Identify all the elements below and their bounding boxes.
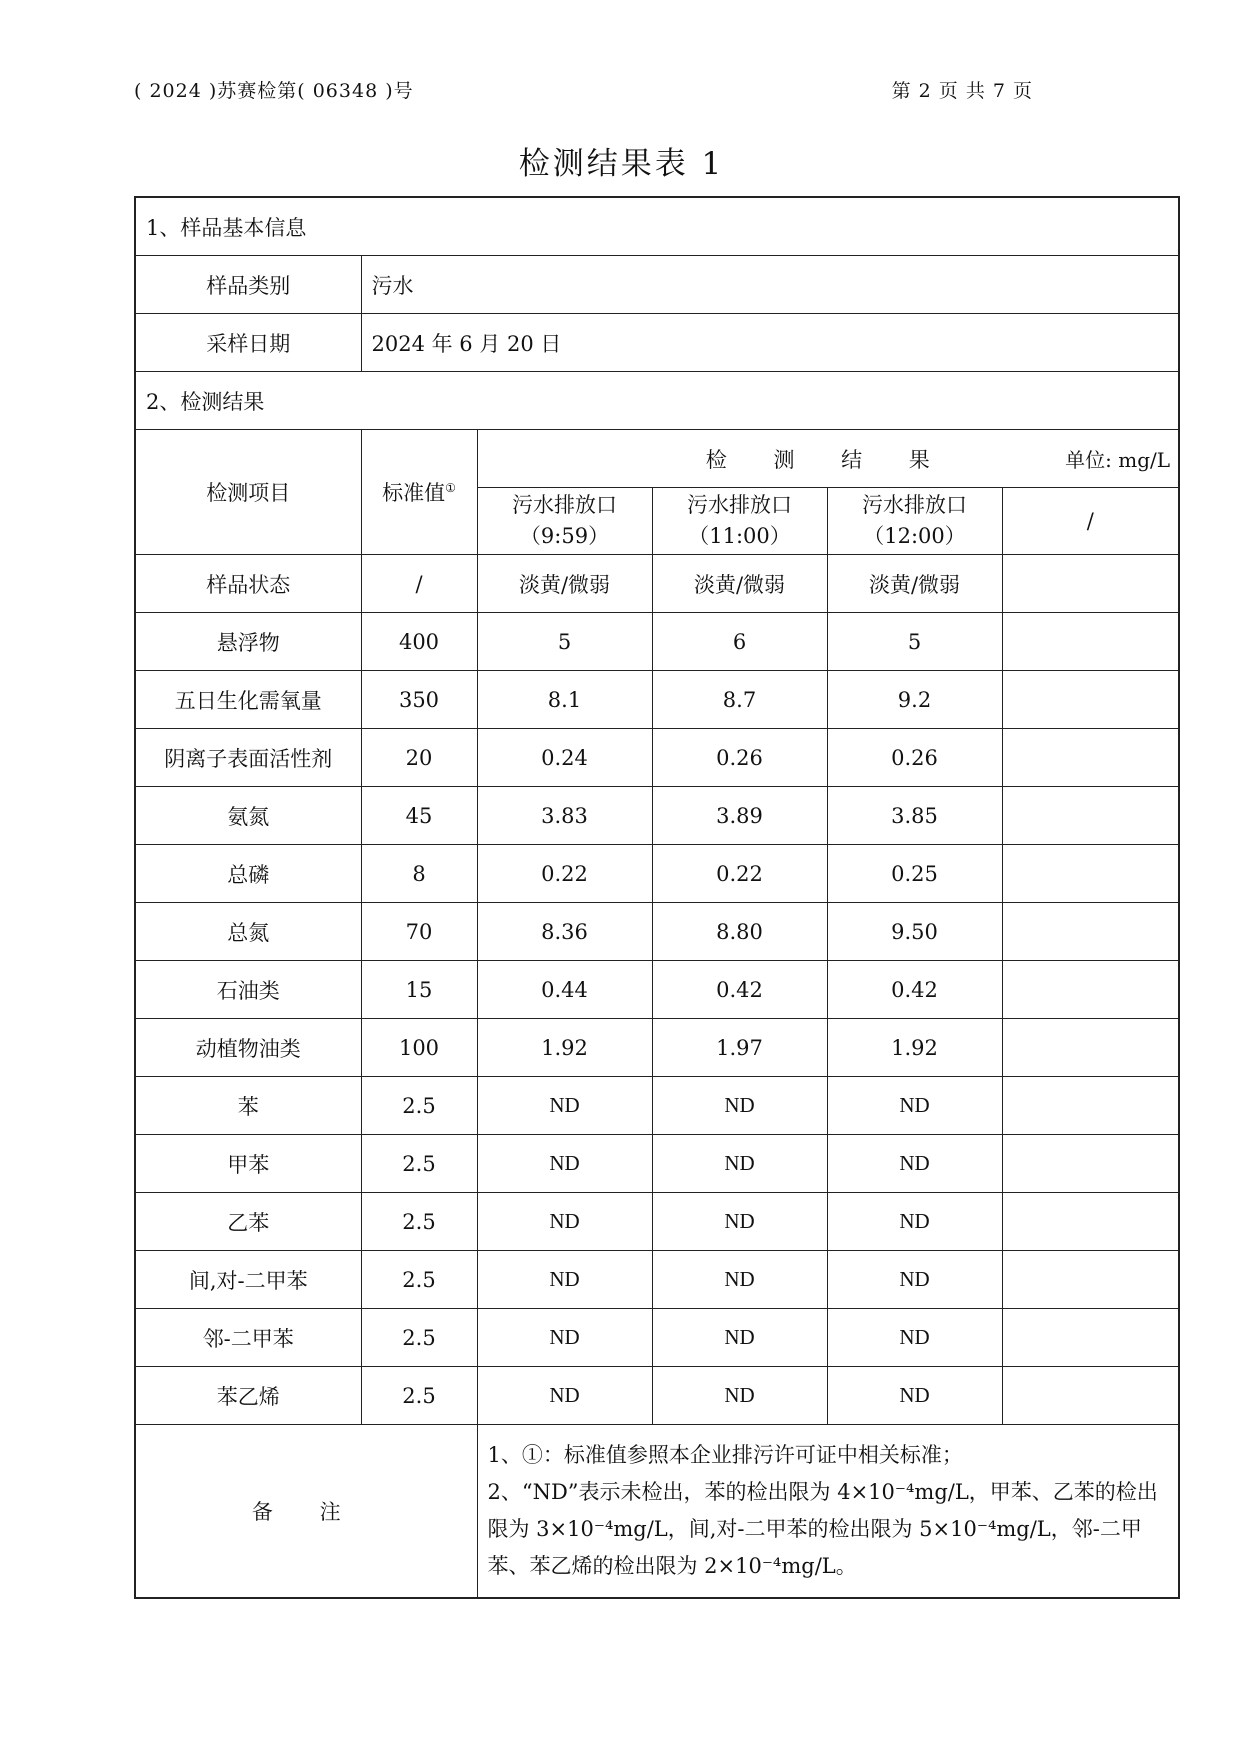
- row-extra-empty: [1002, 1019, 1179, 1077]
- page-info: 第 2 页 共 7 页: [891, 80, 1033, 102]
- row-result-3: 0.25: [827, 845, 1002, 903]
- row-item-name: 邻-二甲苯: [135, 1309, 361, 1367]
- row-result-3: ND: [827, 1135, 1002, 1193]
- row-item-name: 苯: [135, 1077, 361, 1135]
- table-row: [135, 613, 1179, 671]
- row-extra-empty: [1002, 961, 1179, 1019]
- row-standard-value: 2.5: [361, 1193, 477, 1251]
- standard-footnote-mark: ①: [445, 481, 456, 495]
- sampling-date-label: 采样日期: [135, 314, 361, 372]
- row-item-name: 阴离子表面活性剂: [135, 729, 361, 787]
- row-extra-empty: [1002, 1309, 1179, 1367]
- table-row: [135, 1135, 1179, 1193]
- row-standard-value: 70: [361, 903, 477, 961]
- row-result-1: 8.1: [477, 671, 652, 729]
- row-result-2: 3.89: [652, 787, 827, 845]
- row-result-1: 1.92: [477, 1019, 652, 1077]
- row-standard-value: 100: [361, 1019, 477, 1077]
- row-extra-empty: [1002, 1367, 1179, 1425]
- row-result-2: 6: [652, 613, 827, 671]
- table-row: [135, 1193, 1179, 1251]
- sample-col-extra: /: [1002, 488, 1179, 555]
- row-result-3: 3.85: [827, 787, 1002, 845]
- row-result-3: 0.26: [827, 729, 1002, 787]
- row-result-1: 5: [477, 613, 652, 671]
- row-result-1: ND: [477, 1135, 652, 1193]
- row-standard-value: 2.5: [361, 1135, 477, 1193]
- row-item-name: 总磷: [135, 845, 361, 903]
- table-row: [135, 903, 1179, 961]
- row-result-2: ND: [652, 1193, 827, 1251]
- row-result-2: 淡黄/微弱: [652, 555, 827, 613]
- row-result-1: 3.83: [477, 787, 652, 845]
- row-result-1: 0.22: [477, 845, 652, 903]
- table-row: [135, 1019, 1179, 1077]
- row-standard-value: 2.5: [361, 1251, 477, 1309]
- row-extra-empty: [1002, 845, 1179, 903]
- table-row: [135, 1251, 1179, 1309]
- table-row: [135, 671, 1179, 729]
- row-result-3: 9.50: [827, 903, 1002, 961]
- table-row: [135, 1367, 1179, 1425]
- row-result-3: 5: [827, 613, 1002, 671]
- remarks-content: [477, 1425, 1179, 1599]
- sample-name: 污水排放口: [862, 493, 967, 517]
- row-item-name: 甲苯: [135, 1135, 361, 1193]
- row-extra-empty: [1002, 1135, 1179, 1193]
- sample-col-2: [652, 488, 827, 555]
- row-result-2: ND: [652, 1367, 827, 1425]
- row-result-2: ND: [652, 1077, 827, 1135]
- section2-heading: 2、检测结果: [135, 372, 1179, 430]
- row-result-2: 0.22: [652, 845, 827, 903]
- remarks-label: [135, 1425, 477, 1599]
- row-standard-value: 2.5: [361, 1077, 477, 1135]
- row-result-1: ND: [477, 1309, 652, 1367]
- row-result-2: ND: [652, 1135, 827, 1193]
- row-result-1: 8.36: [477, 903, 652, 961]
- row-standard-value: /: [361, 555, 477, 613]
- row-result-3: 淡黄/微弱: [827, 555, 1002, 613]
- row-extra-empty: [1002, 729, 1179, 787]
- row-item-name: 乙苯: [135, 1193, 361, 1251]
- col-header-item: 检测项目: [135, 430, 361, 555]
- row-extra-empty: [1002, 671, 1179, 729]
- table-row: [135, 961, 1179, 1019]
- row-extra-empty: [1002, 787, 1179, 845]
- row-result-3: 1.92: [827, 1019, 1002, 1077]
- row-standard-value: 45: [361, 787, 477, 845]
- row-result-1: 0.44: [477, 961, 652, 1019]
- row-standard-value: 400: [361, 613, 477, 671]
- results-label: 检 测 结 果: [705, 447, 950, 472]
- sample-type-value: 污水: [361, 256, 1179, 314]
- sample-col-1: [477, 488, 652, 555]
- sample-name: 污水排放口: [687, 493, 792, 517]
- sample-type-label: 样品类别: [135, 256, 361, 314]
- row-result-1: 0.24: [477, 729, 652, 787]
- row-item-name: 总氮: [135, 903, 361, 961]
- sample-col-3: [827, 488, 1002, 555]
- row-standard-value: 2.5: [361, 1309, 477, 1367]
- page-title: 检测结果表 1: [518, 146, 725, 182]
- col-header-results: [477, 430, 1179, 488]
- table-row: [135, 845, 1179, 903]
- sample-time: （11:00）: [688, 524, 791, 548]
- row-item-name: 石油类: [135, 961, 361, 1019]
- row-result-2: ND: [652, 1309, 827, 1367]
- row-result-3: ND: [827, 1309, 1002, 1367]
- row-result-3: 9.2: [827, 671, 1002, 729]
- table-row: [135, 787, 1179, 845]
- standard-label: 标准值: [382, 481, 446, 505]
- sample-time: （9:59）: [519, 524, 610, 548]
- sample-time: （12:00）: [863, 524, 966, 548]
- col-header-standard: [361, 430, 477, 555]
- row-item-name: 氨氮: [135, 787, 361, 845]
- remark-line-1: 1、①：标准值参照本企业排污许可证中相关标准；: [487, 1443, 963, 1467]
- row-extra-empty: [1002, 613, 1179, 671]
- row-standard-value: 20: [361, 729, 477, 787]
- row-result-3: ND: [827, 1367, 1002, 1425]
- row-extra-empty: [1002, 1251, 1179, 1309]
- row-result-1: ND: [477, 1193, 652, 1251]
- remark-line-2: 2、“ND”表示未检出，苯的检出限为 4×10⁻⁴mg/L，甲苯、乙苯的检出限为 3×10⁻⁴mg/L，间,对-二甲苯的检出限为 5×10⁻⁴mg/L，邻-二甲苯、苯乙烯的检出限为 2×10⁻⁴mg/L。: [487, 1480, 1158, 1578]
- row-item-name: 悬浮物: [135, 613, 361, 671]
- row-result-2: 8.80: [652, 903, 827, 961]
- table-row: [135, 1077, 1179, 1135]
- row-standard-value: 2.5: [361, 1367, 477, 1425]
- section1-heading: 1、样品基本信息: [135, 197, 1179, 256]
- row-result-3: ND: [827, 1251, 1002, 1309]
- remarks-label-text: 备 注: [251, 1500, 361, 1524]
- row-result-2: 0.42: [652, 961, 827, 1019]
- table-row: [135, 729, 1179, 787]
- row-result-1: ND: [477, 1367, 652, 1425]
- row-standard-value: 350: [361, 671, 477, 729]
- results-table: [134, 196, 1180, 1599]
- row-item-name: 动植物油类: [135, 1019, 361, 1077]
- row-result-3: ND: [827, 1077, 1002, 1135]
- row-extra-empty: [1002, 555, 1179, 613]
- row-standard-value: 15: [361, 961, 477, 1019]
- row-result-2: ND: [652, 1251, 827, 1309]
- row-result-3: ND: [827, 1193, 1002, 1251]
- sampling-date-value: 2024 年 6 月 20 日: [361, 314, 1179, 372]
- row-result-1: 淡黄/微弱: [477, 555, 652, 613]
- row-result-2: 0.26: [652, 729, 827, 787]
- table-row: [135, 555, 1179, 613]
- table-row: [135, 1309, 1179, 1367]
- row-item-name: 间,对-二甲苯: [135, 1251, 361, 1309]
- row-extra-empty: [1002, 1193, 1179, 1251]
- row-item-name: 苯乙烯: [135, 1367, 361, 1425]
- document-number: ( 2024 )苏赛检第( 06348 )号: [134, 80, 414, 102]
- row-result-2: 1.97: [652, 1019, 827, 1077]
- row-extra-empty: [1002, 1077, 1179, 1135]
- row-item-name: 样品状态: [135, 555, 361, 613]
- row-item-name: 五日生化需氧量: [135, 671, 361, 729]
- row-result-2: 8.7: [652, 671, 827, 729]
- row-standard-value: 8: [361, 845, 477, 903]
- row-extra-empty: [1002, 903, 1179, 961]
- unit-label: 单位: mg/L: [1065, 448, 1171, 472]
- row-result-3: 0.42: [827, 961, 1002, 1019]
- row-result-1: ND: [477, 1077, 652, 1135]
- sample-name: 污水排放口: [512, 493, 617, 517]
- row-result-1: ND: [477, 1251, 652, 1309]
